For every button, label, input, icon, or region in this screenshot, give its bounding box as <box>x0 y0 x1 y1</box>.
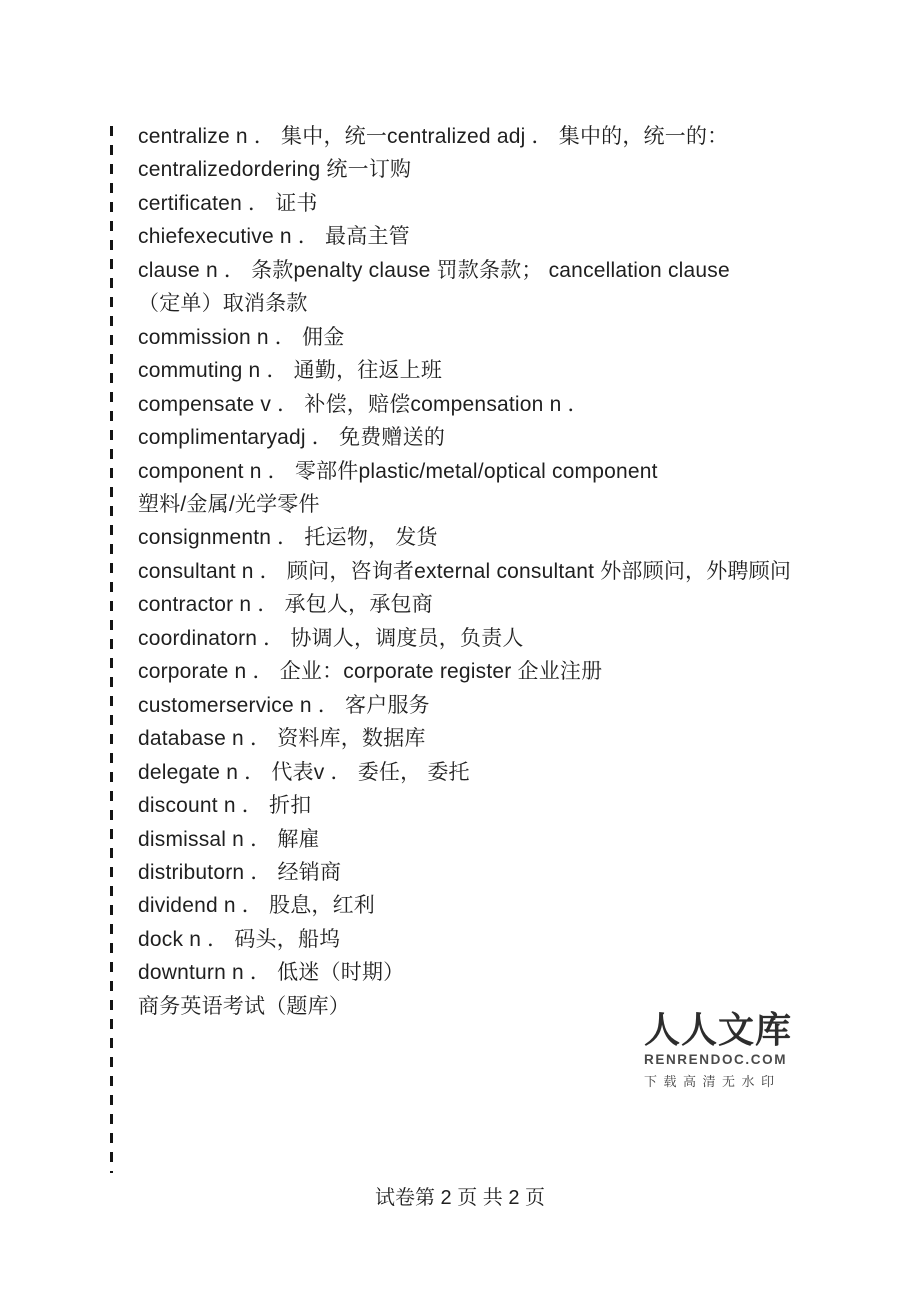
vocab-line: distributorn ． 经销商 <box>138 860 342 884</box>
vocab-line: complimentaryadj ． 免费赠送的 <box>138 426 446 450</box>
vocab-line: centralizedordering 统一订购 <box>138 158 412 182</box>
vocab-line: component n ． 零部件plastic/metal/optical component <box>138 459 658 483</box>
watermark <box>644 1009 804 1090</box>
vocab-line: commuting n ． 通勤，往返上班 <box>138 359 443 383</box>
vocab-line: downturn n ． 低迷（时期） <box>138 961 405 985</box>
vocab-line: coordinatorn ． 协调人，调度员，负责人 <box>138 626 524 650</box>
vocab-line: contractor n ． 承包人，承包商 <box>138 593 433 617</box>
watermark-logo-text: 人人文库 <box>644 1009 793 1051</box>
watermark-tagline: 下载高清无水印 <box>644 1073 781 1089</box>
watermark-domain: RENRENDOC.COM <box>644 1051 788 1067</box>
vocab-line: discount n ． 折扣 <box>138 794 312 818</box>
vocab-line: delegate n ． 代表v ． 委任， 委托 <box>138 760 470 784</box>
vocab-line: （定单）取消条款 <box>138 292 308 316</box>
vocabulary-list <box>138 120 858 1023</box>
vocab-line: database n ． 资料库，数据库 <box>138 727 426 751</box>
vocab-line: corporate n ． 企业：corporate register 企业注册 <box>138 660 603 684</box>
vocab-line: dismissal n ． 解雇 <box>138 827 320 851</box>
doc-title-line: 商务英语考试（题库） <box>138 994 350 1018</box>
vocab-line: clause n ． 条款penalty clause 罚款条款； cancellation clause <box>138 258 730 282</box>
page-footer: 试卷第 2 页 共 2 页 <box>374 1187 546 1209</box>
vocab-line: dividend n ． 股息，红利 <box>138 894 376 918</box>
vocab-line: centralize n ． 集中，统一centralized adj ． 集中的，统一的： <box>138 125 729 148</box>
vocab-line: customerservice n ． 客户服务 <box>138 693 430 717</box>
vocab-line: commission n ． 佣金 <box>138 325 345 349</box>
vocab-line: chiefexecutive n ． 最高主管 <box>138 225 410 249</box>
vocab-line: consultant n ． 顾问，咨询者external consultant 外部顾问，外聘顾问 <box>138 559 792 583</box>
vocab-line: 塑料/金属/光学零件 <box>138 492 320 516</box>
left-margin-dashed-line <box>110 126 113 1173</box>
vocab-line: compensate v ． 补偿，赔偿compensation n ． <box>138 392 589 416</box>
vocab-line: dock n ． 码头，船坞 <box>138 927 341 951</box>
vocab-line: consignmentn ． 托运物， 发货 <box>138 526 438 550</box>
vocab-line: certificaten ． 证书 <box>138 191 318 215</box>
